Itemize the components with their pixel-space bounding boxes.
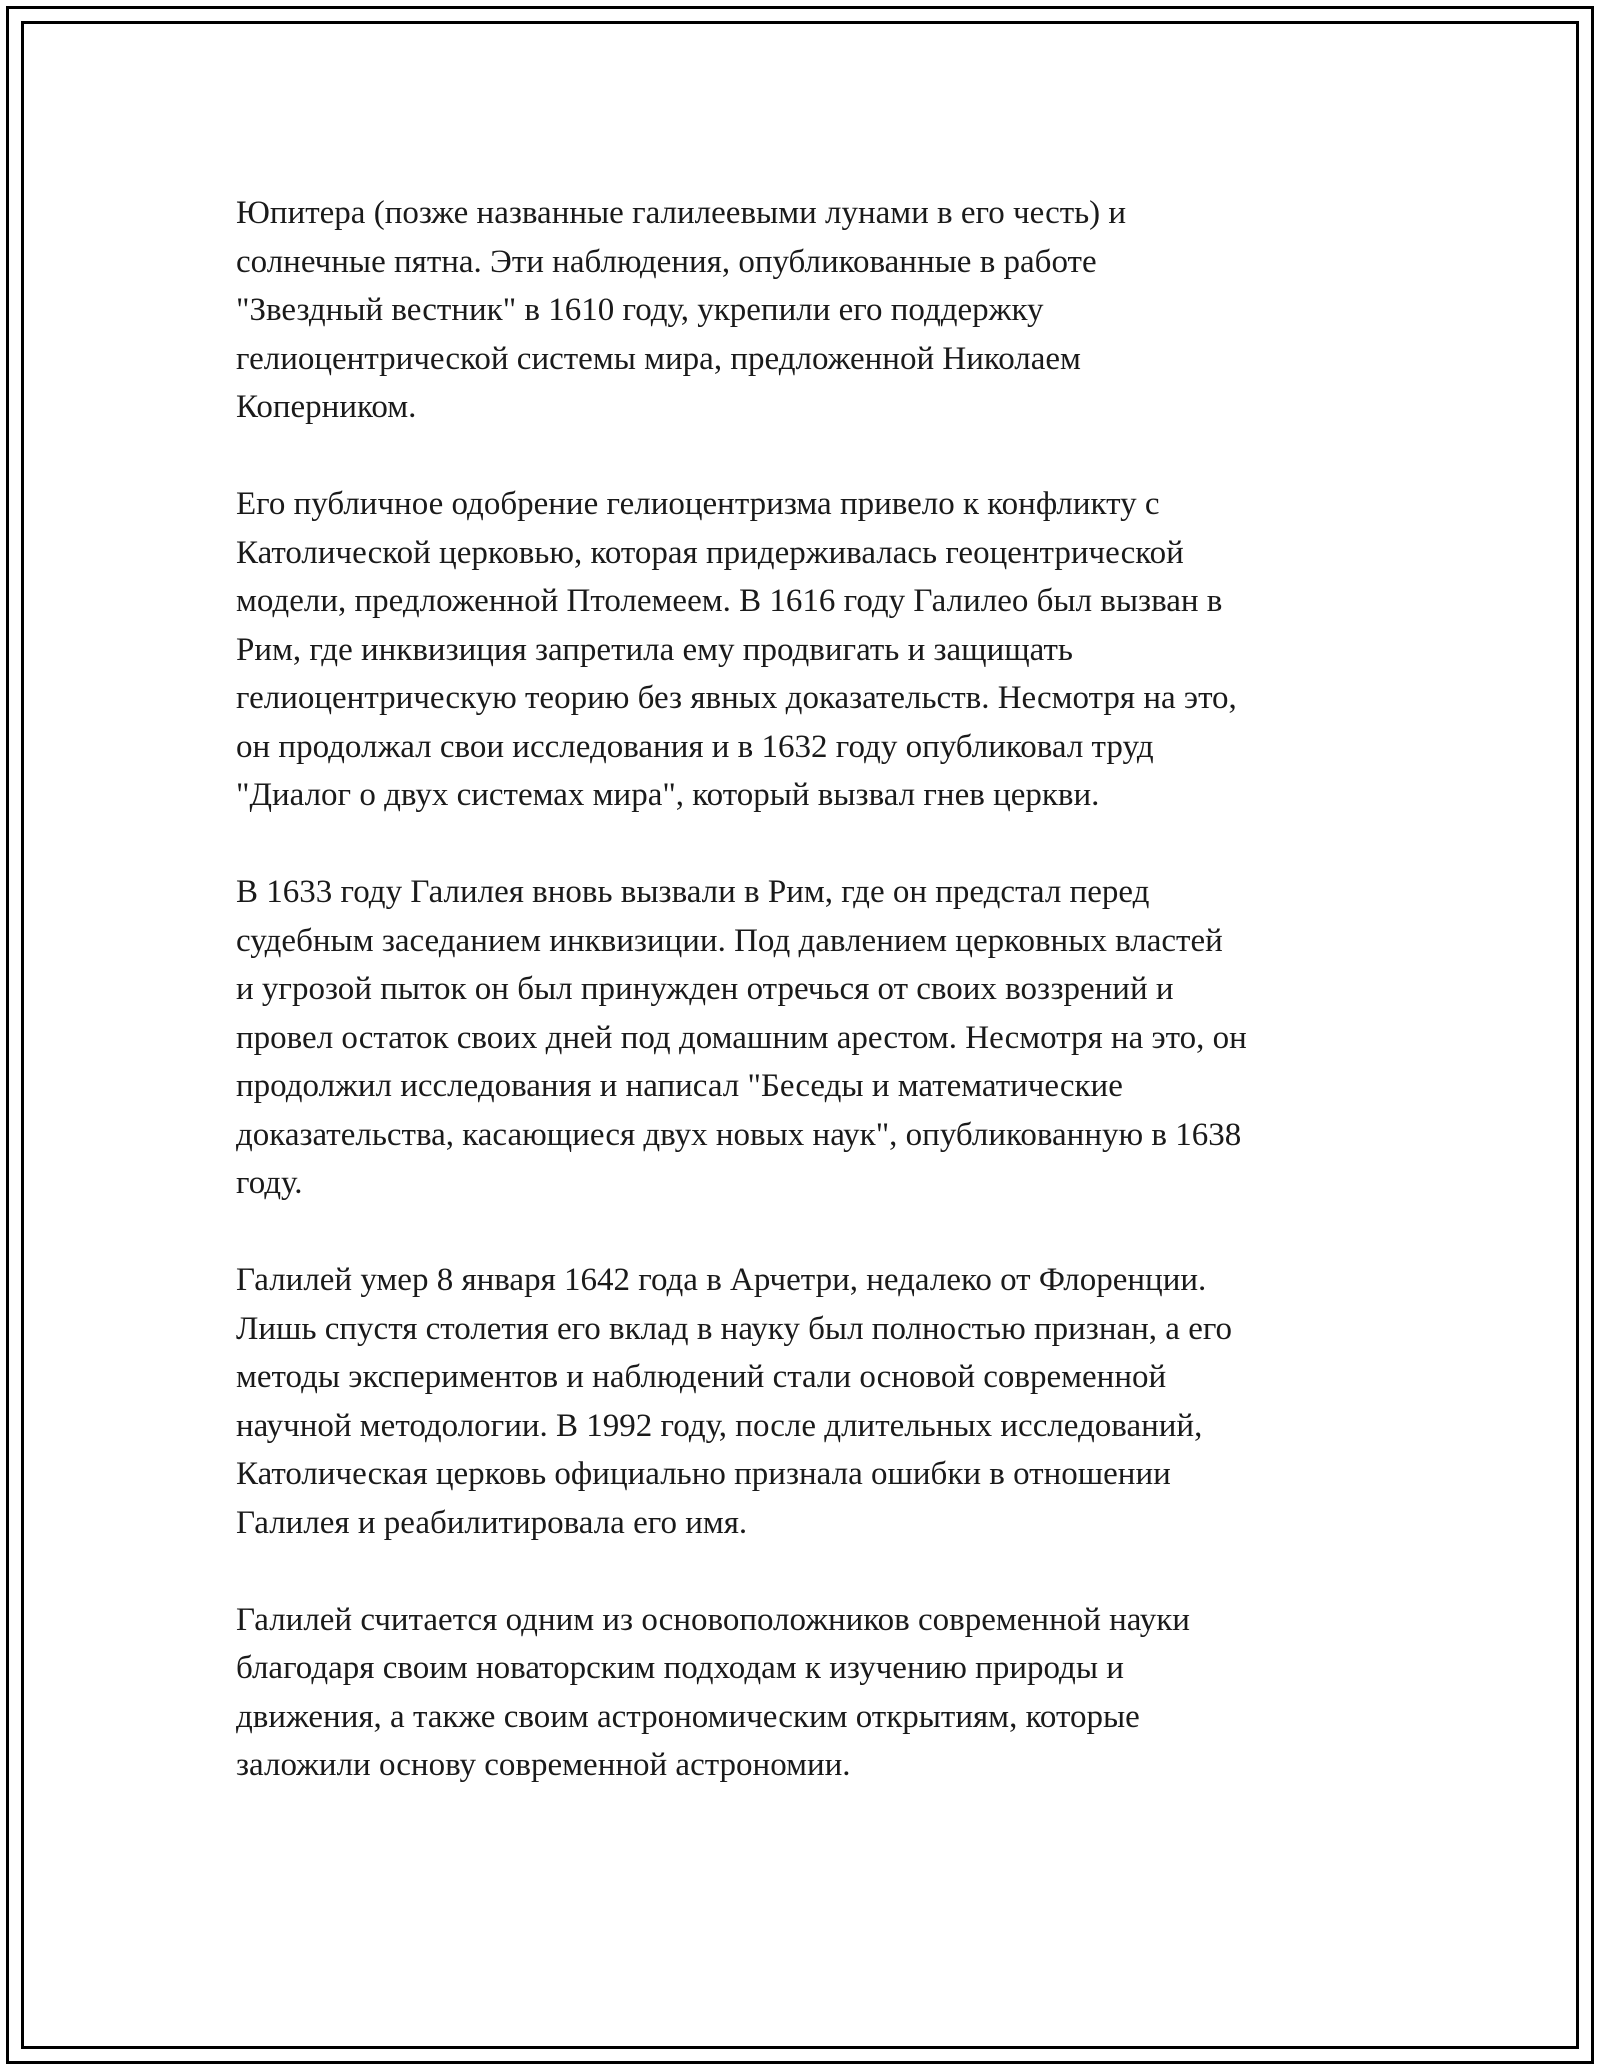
text-line: доказательства, касающиеся двух новых наук", опубликованную в 1638 bbox=[236, 1116, 1242, 1153]
text-line: Коперником. bbox=[236, 389, 417, 425]
text-line: продолжил исследования и написал "Беседы и математические bbox=[236, 1068, 1123, 1104]
text-line: судебным заседанием инквизиции. Под давлением церковных властей bbox=[236, 922, 1223, 959]
text-line: "Звездный вестник" в 1610 году, укрепили его поддержку bbox=[236, 292, 1044, 328]
text-line: Галилей считается одним из основоположников современной науки bbox=[236, 1601, 1190, 1638]
text-line: гелиоцентрическую теорию без явных доказательств. Несмотря на это, bbox=[236, 680, 1237, 716]
text-line: движения, а также своим астрономическим открытиям, которые bbox=[236, 1698, 1140, 1735]
text-line: модели, предложенной Птолемеем. В 1616 году Галилео был вызван в bbox=[236, 583, 1223, 619]
text-line: научной методологии. В 1992 году, после длительных исследований, bbox=[236, 1407, 1203, 1444]
text-line: заложили основу современной астрономии. bbox=[236, 1747, 851, 1783]
paragraph-4 bbox=[236, 1256, 1386, 1547]
paragraph-2 bbox=[236, 480, 1386, 820]
text-line: Католическая церковь официально признала ошибки в отношении bbox=[236, 1456, 1171, 1492]
text-line: он продолжал свои исследования и в 1632 году опубликовал труд bbox=[236, 728, 1154, 765]
text-line: Юпитера (позже названные галилеевыми лунами в его честь) и bbox=[236, 195, 1127, 231]
text-line: благодаря своим новаторским подходам к изучению природы и bbox=[236, 1650, 1124, 1686]
text-line: гелиоцентрической системы мира, предложенной Николаем bbox=[236, 340, 1081, 377]
text-line: и угрозой пыток он был принужден отречься от своих воззрений и bbox=[236, 971, 1174, 1007]
text-line: В 1633 году Галилея вновь вызвали в Рим, где он предстал перед bbox=[236, 874, 1150, 910]
text-line: методы экспериментов и наблюдений стали основой современной bbox=[236, 1359, 1167, 1395]
document-body bbox=[236, 189, 1386, 1838]
text-line: провел остаток своих дней под домашним арестом. Несмотря на это, он bbox=[236, 1019, 1247, 1056]
text-line: "Диалог о двух системах мира", который вызвал гнев церкви. bbox=[236, 777, 1100, 813]
text-line: Рим, где инквизиция запретила ему продвигать и защищать bbox=[236, 631, 1073, 668]
text-line: Лишь спустя столетия его вклад в науку был полностью признан, а его bbox=[236, 1310, 1233, 1347]
text-line: году. bbox=[236, 1165, 303, 1201]
paragraph-3 bbox=[236, 868, 1386, 1208]
paragraph-5 bbox=[236, 1596, 1386, 1790]
text-line: солнечные пятна. Эти наблюдения, опубликованные в работе bbox=[236, 243, 1097, 280]
text-line: Галилей умер 8 января 1642 года в Арчетри, недалеко от Флоренции. bbox=[236, 1262, 1207, 1298]
paragraph-1 bbox=[236, 189, 1386, 432]
text-line: Католической церковью, которая придерживалась геоцентрической bbox=[236, 534, 1184, 571]
text-line: Галилея и реабилитировала его имя. bbox=[236, 1504, 748, 1541]
text-line: Его публичное одобрение гелиоцентризма привело к конфликту с bbox=[236, 486, 1160, 522]
